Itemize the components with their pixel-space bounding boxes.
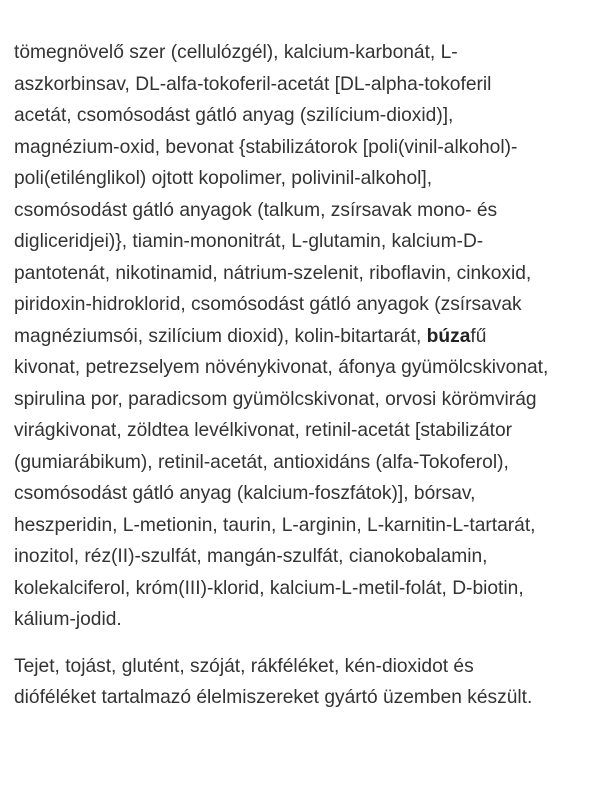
- text-segment: fű: [470, 325, 487, 347]
- text-segment: kolekalciferol, króm(III)-klorid, kalcium-L-metil-folát, D-biotin,: [14, 577, 524, 599]
- text-segment: pantotenát, nikotinamid, nátrium-szelenit, riboflavin, cinkoxid,: [14, 262, 532, 284]
- text-line: [14, 132, 589, 164]
- text-segment: magnéziumsói, szilícium dioxid), kolin-bitartarát,: [14, 325, 427, 347]
- text-segment: dióféléket tartalmazó élelmiszereket gyártó üzemben készült.: [14, 687, 533, 708]
- text-segment: digliceridjei)}, tiamin-mononitrát, L-glutamin, kalcium-D-: [14, 231, 484, 252]
- text-line: [14, 163, 589, 195]
- text-segment: spirulina por, paradicsom gyümölcskivonat, orvosi körömvirág: [14, 388, 537, 410]
- text-line: [14, 195, 589, 227]
- text-segment: tömegnövelő szer (cellulózgél), kalcium-karbonát, L-: [14, 42, 458, 63]
- text-segment: acetát, csomósodást gátló anyag (szilícium-dioxid)],: [14, 105, 454, 126]
- text-segment: inozitol, réz(II)-szulfát, mangán-szulfát, cianokobalamin,: [14, 546, 488, 567]
- text-line: [14, 573, 589, 605]
- text-line: [14, 510, 589, 542]
- text-segment: heszperidin, L-metionin, taurin, L-arginin, L-karnitin-L-tartarát,: [14, 514, 536, 536]
- text-segment: csomósodást gátló anyagok (talkum, zsírsavak mono- és: [14, 199, 498, 221]
- text-line: [14, 478, 589, 510]
- allergen-notice-paragraph: [14, 651, 589, 714]
- text-line: [14, 415, 589, 447]
- text-line: [14, 226, 589, 258]
- text-segment: kálium-jodid.: [14, 609, 122, 630]
- ingredients-text-block: [14, 37, 589, 714]
- ingredients-paragraph: [14, 37, 589, 636]
- allergen-highlight: búza: [426, 325, 471, 347]
- text-segment: Tejet, tojást, glutént, szóját, rákféléket, kén-dioxidot és: [14, 655, 474, 677]
- text-line: [14, 100, 589, 132]
- text-line: [14, 604, 589, 636]
- text-line: [14, 384, 589, 416]
- text-line: [14, 352, 589, 384]
- text-segment: aszkorbinsav, DL-alfa-tokoferil-acetát [DL-alpha-tokoferil: [14, 73, 492, 95]
- text-line: [14, 37, 589, 69]
- text-line: [14, 321, 589, 353]
- text-line: [14, 682, 589, 714]
- text-line: [14, 289, 589, 321]
- text-line: [14, 69, 589, 101]
- text-segment: kivonat, petrezselyem növénykivonat, áfonya gyümölcskivonat,: [14, 357, 549, 378]
- text-segment: (gumiarábikum), retinil-acetát, antioxidáns (alfa-Tokoferol),: [14, 451, 509, 473]
- text-line: [14, 258, 589, 290]
- text-line: [14, 541, 589, 573]
- text-line: [14, 651, 589, 683]
- text-segment: csomósodást gátló anyag (kalcium-foszfátok)], bórsav,: [14, 483, 476, 504]
- text-segment: magnézium-oxid, bevonat {stabilizátorok [poli(vinil-alkohol)-: [14, 136, 518, 158]
- text-segment: poli(etilénglikol) ojtott kopolimer, polivinil-alkohol],: [14, 168, 433, 189]
- text-segment: virágkivonat, zöldtea levélkivonat, retinil-acetát [stabilizátor: [14, 420, 513, 441]
- text-line: [14, 447, 589, 479]
- text-segment: piridoxin-hidroklorid, csomósodást gátló anyagok (zsírsavak: [14, 294, 522, 315]
